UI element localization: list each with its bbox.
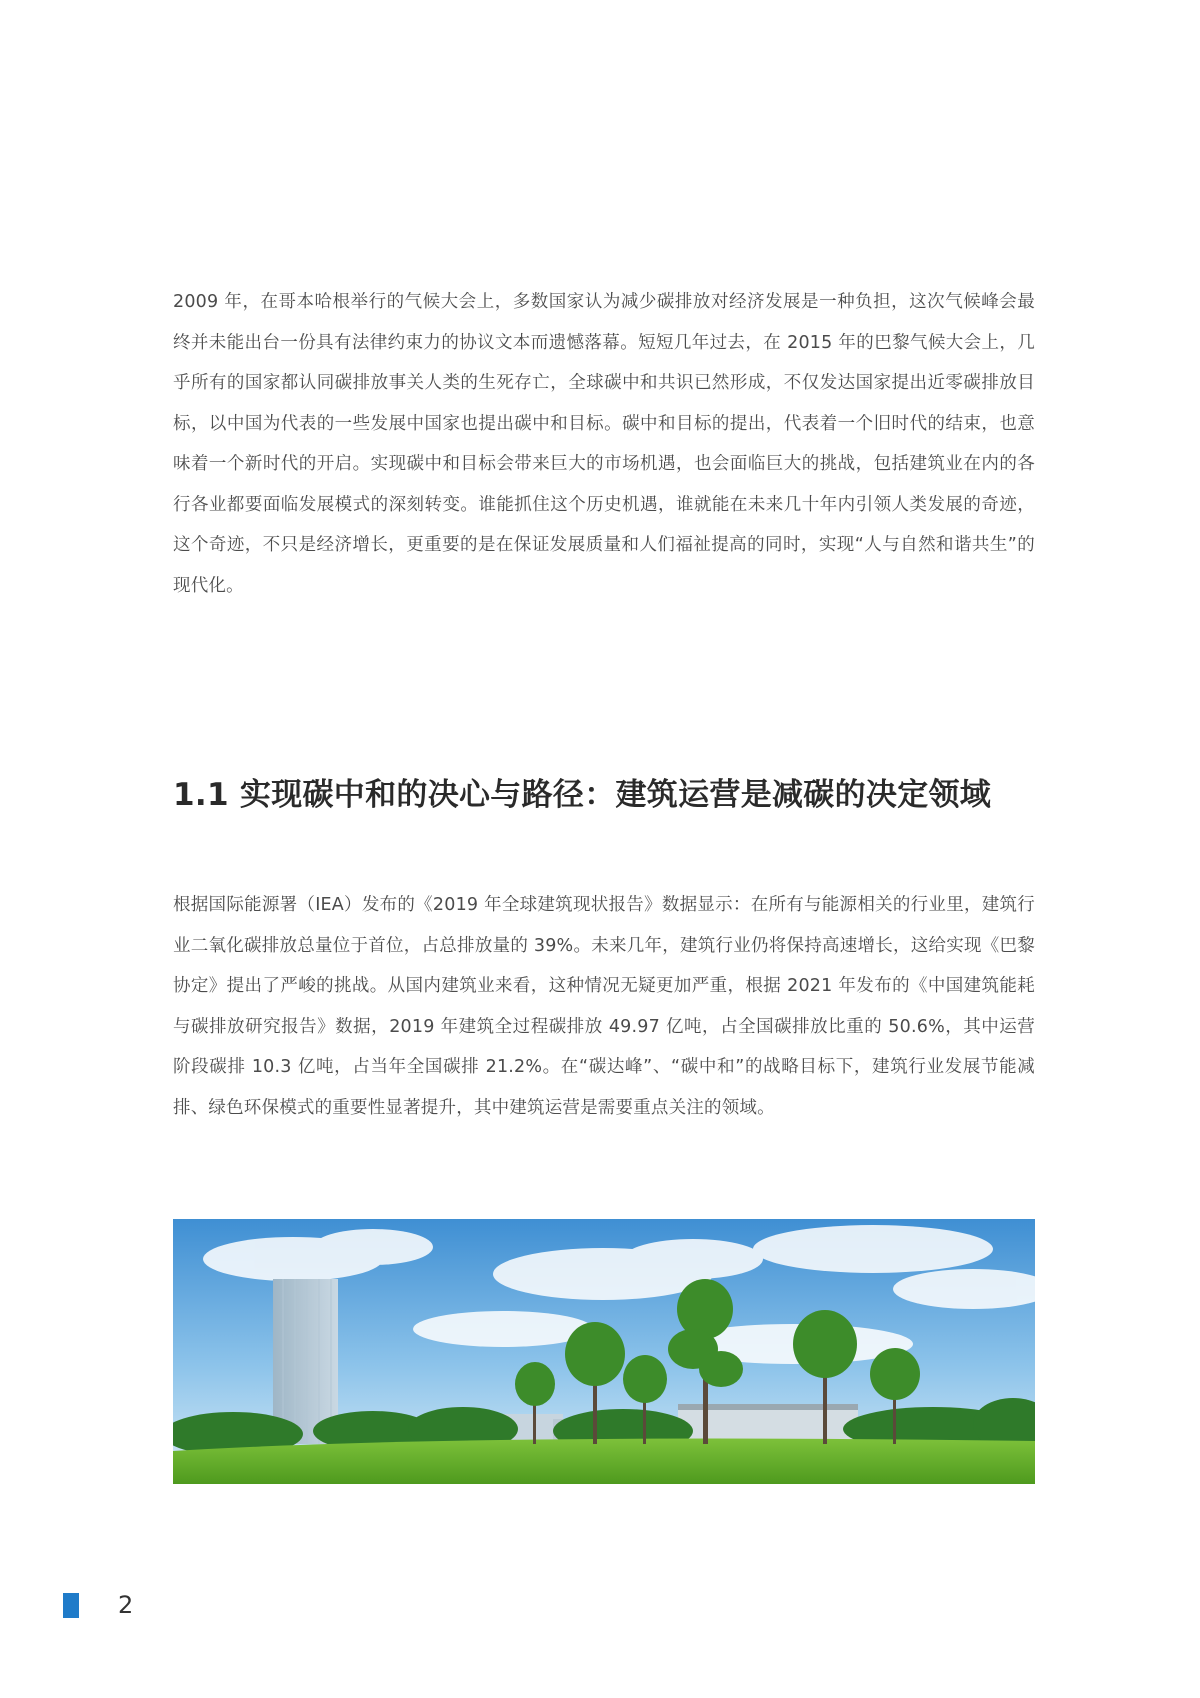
park-building-photo <box>173 1219 1035 1484</box>
section-paragraph: 根据国际能源署（IEA）发布的《2019 年全球建筑现状报告》数据显示：在所有与能源相关的行业里，建筑行业二氧化碳排放总量位于首位，占总排放量的 39%。未来几年，建筑行业仍将保持高速增长，这给实现《巴黎协定》提出了严峻的挑战。从国内建筑业来看，这种情况无疑更加严重，根据 2021 年发布的《中国建筑能耗与碳排放研究报告》数据，2019 年建筑全过程碳排放 49.97 亿吨，占全国碳排放比重的 50.6%，其中运营阶段碳排 10.3 亿吨，占当年全国碳排 21.2%。在“碳达峰”、“碳中和”的战略目标下，建筑行业发展节能减排、绿色环保模式的重要性显著提升，其中建筑运营是需要重点关注的领域。 <box>173 895 1035 1118</box>
intro-paragraph: 2009 年，在哥本哈根举行的气候大会上，多数国家认为减少碳排放对经济发展是一种负担，这次气候峰会最终并未能出台一份具有法律约束力的协议文本而遗憾落幕。短短几年过去，在 2015 年的巴黎气候大会上，几乎所有的国家都认同碳排放事关人类的生死存亡，全球碳中和共识已然形成，不仅发达国家提出近零碳排放目标，以中国为代表的一些发展中国家也提出碳中和目标。碳中和目标的提出，代表着一个旧时代的结束，也意味着一个新时代的开启。实现碳中和目标会带来巨大的市场机遇，也会面临巨大的挑战，包括建筑业在内的各行各业都要面临发展模式的深刻转变。谁能抓住这个历史机遇，谁就能在未来几十年内引领人类发展的奇迹，这个奇迹，不只是经济增长，更重要的是在保证发展质量和人们福祉提高的同时，实现“人与自然和谐共生”的现代化。 <box>173 292 1035 596</box>
section-heading: 1.1 实现碳中和的决心与路径：建筑运营是减碳的决定领域 <box>173 777 992 813</box>
page-number: 2 <box>118 1591 134 1619</box>
page-marker <box>63 1593 79 1618</box>
